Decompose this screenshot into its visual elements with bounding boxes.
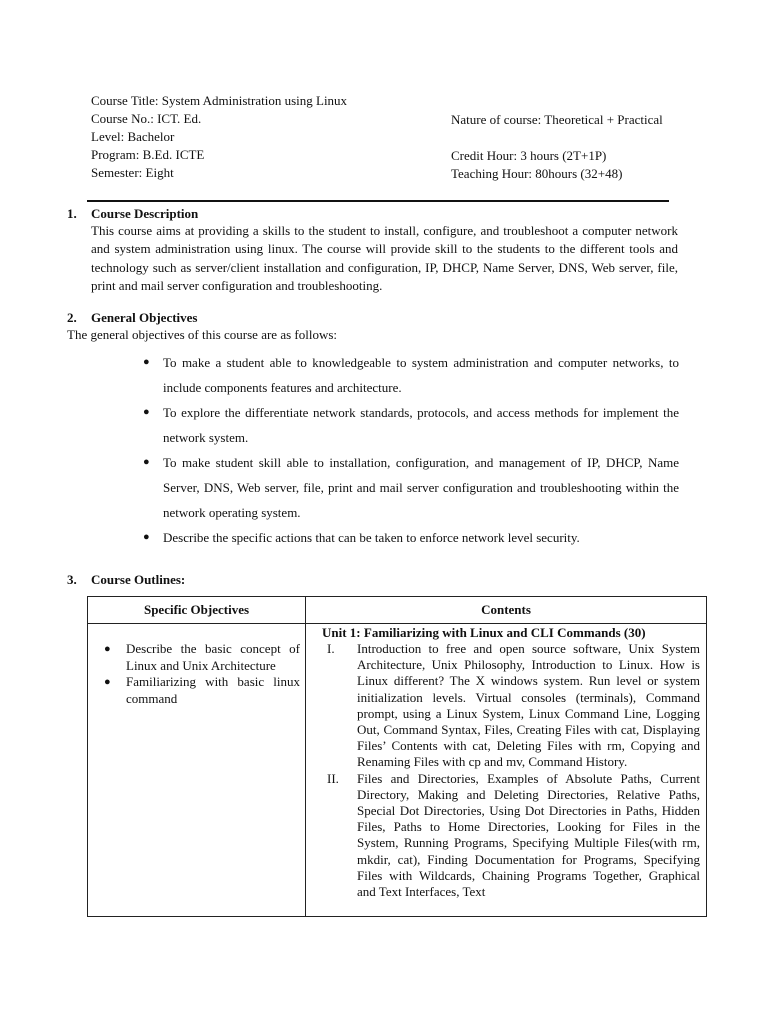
list-item: ● Describe the specific actions that can be taken to enforce network level security. [143, 525, 679, 550]
list-item: ● To make a student able to knowledgeable to system administration and computer networks, to include components features and architecture. [143, 350, 679, 400]
course-program: Program: B.Ed. ICTE [91, 147, 205, 162]
course-credit-hour: Credit Hour: 3 hours (2T+1P) [451, 148, 607, 163]
content-item [327, 641, 700, 771]
header-divider [87, 200, 669, 202]
specific-objectives-list [104, 641, 300, 707]
item-number: I. [327, 641, 335, 656]
course-outline-table [87, 596, 707, 917]
section-3-number: 3. [67, 572, 77, 587]
item-number: II. [327, 770, 339, 786]
section-2-heading [67, 310, 198, 326]
course-info-left [91, 92, 347, 182]
bullet-icon: ● [143, 456, 150, 468]
table-column-divider [305, 597, 306, 916]
item-text: Files and Directories, Examples of Absolute Paths, Current Directory, Making and Deleting Directories, Relative Paths, Special Dot Directories, Using Dot Directories in Paths, Hidden Files, Paths to Home Directories, Looking for Files in the System, Running Programs, Specifying Multiple Files(with rm, mkdir, cat), Finding Documentation for Programs, Specifying Files with Wildcards, Chaining Programs Together, Graphical and Text Interfaces, Text [357, 770, 700, 900]
list-item: ● Describe the basic concept of Linux and Unix Architecture [104, 641, 300, 673]
bullet-icon: ● [143, 406, 150, 418]
section-1-heading [67, 206, 198, 222]
course-level: Level: Bachelor [91, 129, 175, 144]
column-header-contents: Contents [481, 602, 531, 617]
section-3-title: Course Outlines: [91, 572, 186, 587]
unit-1-contents [327, 641, 700, 900]
course-nature: Nature of course: Theoretical + Practical [451, 112, 663, 127]
list-item: ● To make student skill able to installation, configuration, and management of IP, DHCP, Name Server, DNS, Web server, file, print and mail server configuration and troubleshooting within the network operating system. [143, 450, 679, 525]
course-description-text: This course aims at providing a skills to the student to install, configure, and troubleshoot a computer network and system administration using linux. The course will provide skill to the students to the different tools and technology such as server/client installation and configuration, IP, DHCP, Name Server, DNS, Web server, file, print and mail server configuration and troubleshooting. [91, 223, 678, 293]
item-text: Introduction to free and open source software, Unix System Architecture, Unix Philosophy, Introduction to Linux. How is Linux different? The X windows system. Run level or system initialization levels. Virtual consoles (terminals), Command prompt, using a Linux System, Linux Command Line, Logging Out, Command Syntax, Files, Creating Files with cat, Displaying Files’ Contents with cat, Deleting Files with rm, Copying and Renaming Files with cp and mv, Command History. [357, 641, 700, 770]
course-teaching-hour: Teaching Hour: 80hours (32+48) [451, 166, 623, 181]
general-objectives-intro: The general objectives of this course are as follows: [67, 327, 338, 342]
course-title: Course Title: System Administration using Linux [91, 93, 348, 108]
list-item: ● To explore the differentiate network standards, protocols, and access methods for implement the network system. [143, 400, 679, 450]
course-info-right [451, 111, 663, 183]
general-objectives-list [143, 350, 679, 550]
unit-1-title: Unit 1: Familiarizing with Linux and CLI Commands (30) [322, 625, 646, 640]
bullet-icon: ● [143, 356, 150, 368]
section-3-heading [67, 572, 185, 588]
section-2-title: General Objectives [91, 310, 198, 325]
section-1-title: Course Description [91, 206, 199, 221]
bullet-icon: ● [104, 643, 111, 655]
list-item: ● Familiarizing with basic linux command [104, 674, 300, 706]
content-item [327, 771, 700, 901]
column-header-objectives: Specific Objectives [143, 602, 250, 617]
bullet-icon: ● [143, 531, 150, 543]
section-2-number: 2. [67, 310, 77, 325]
section-1-number: 1. [67, 206, 77, 221]
bullet-icon: ● [104, 676, 111, 688]
course-semester: Semester: Eight [91, 165, 174, 180]
table-header-divider [88, 623, 706, 624]
course-number: Course No.: ICT. Ed. [91, 111, 202, 126]
